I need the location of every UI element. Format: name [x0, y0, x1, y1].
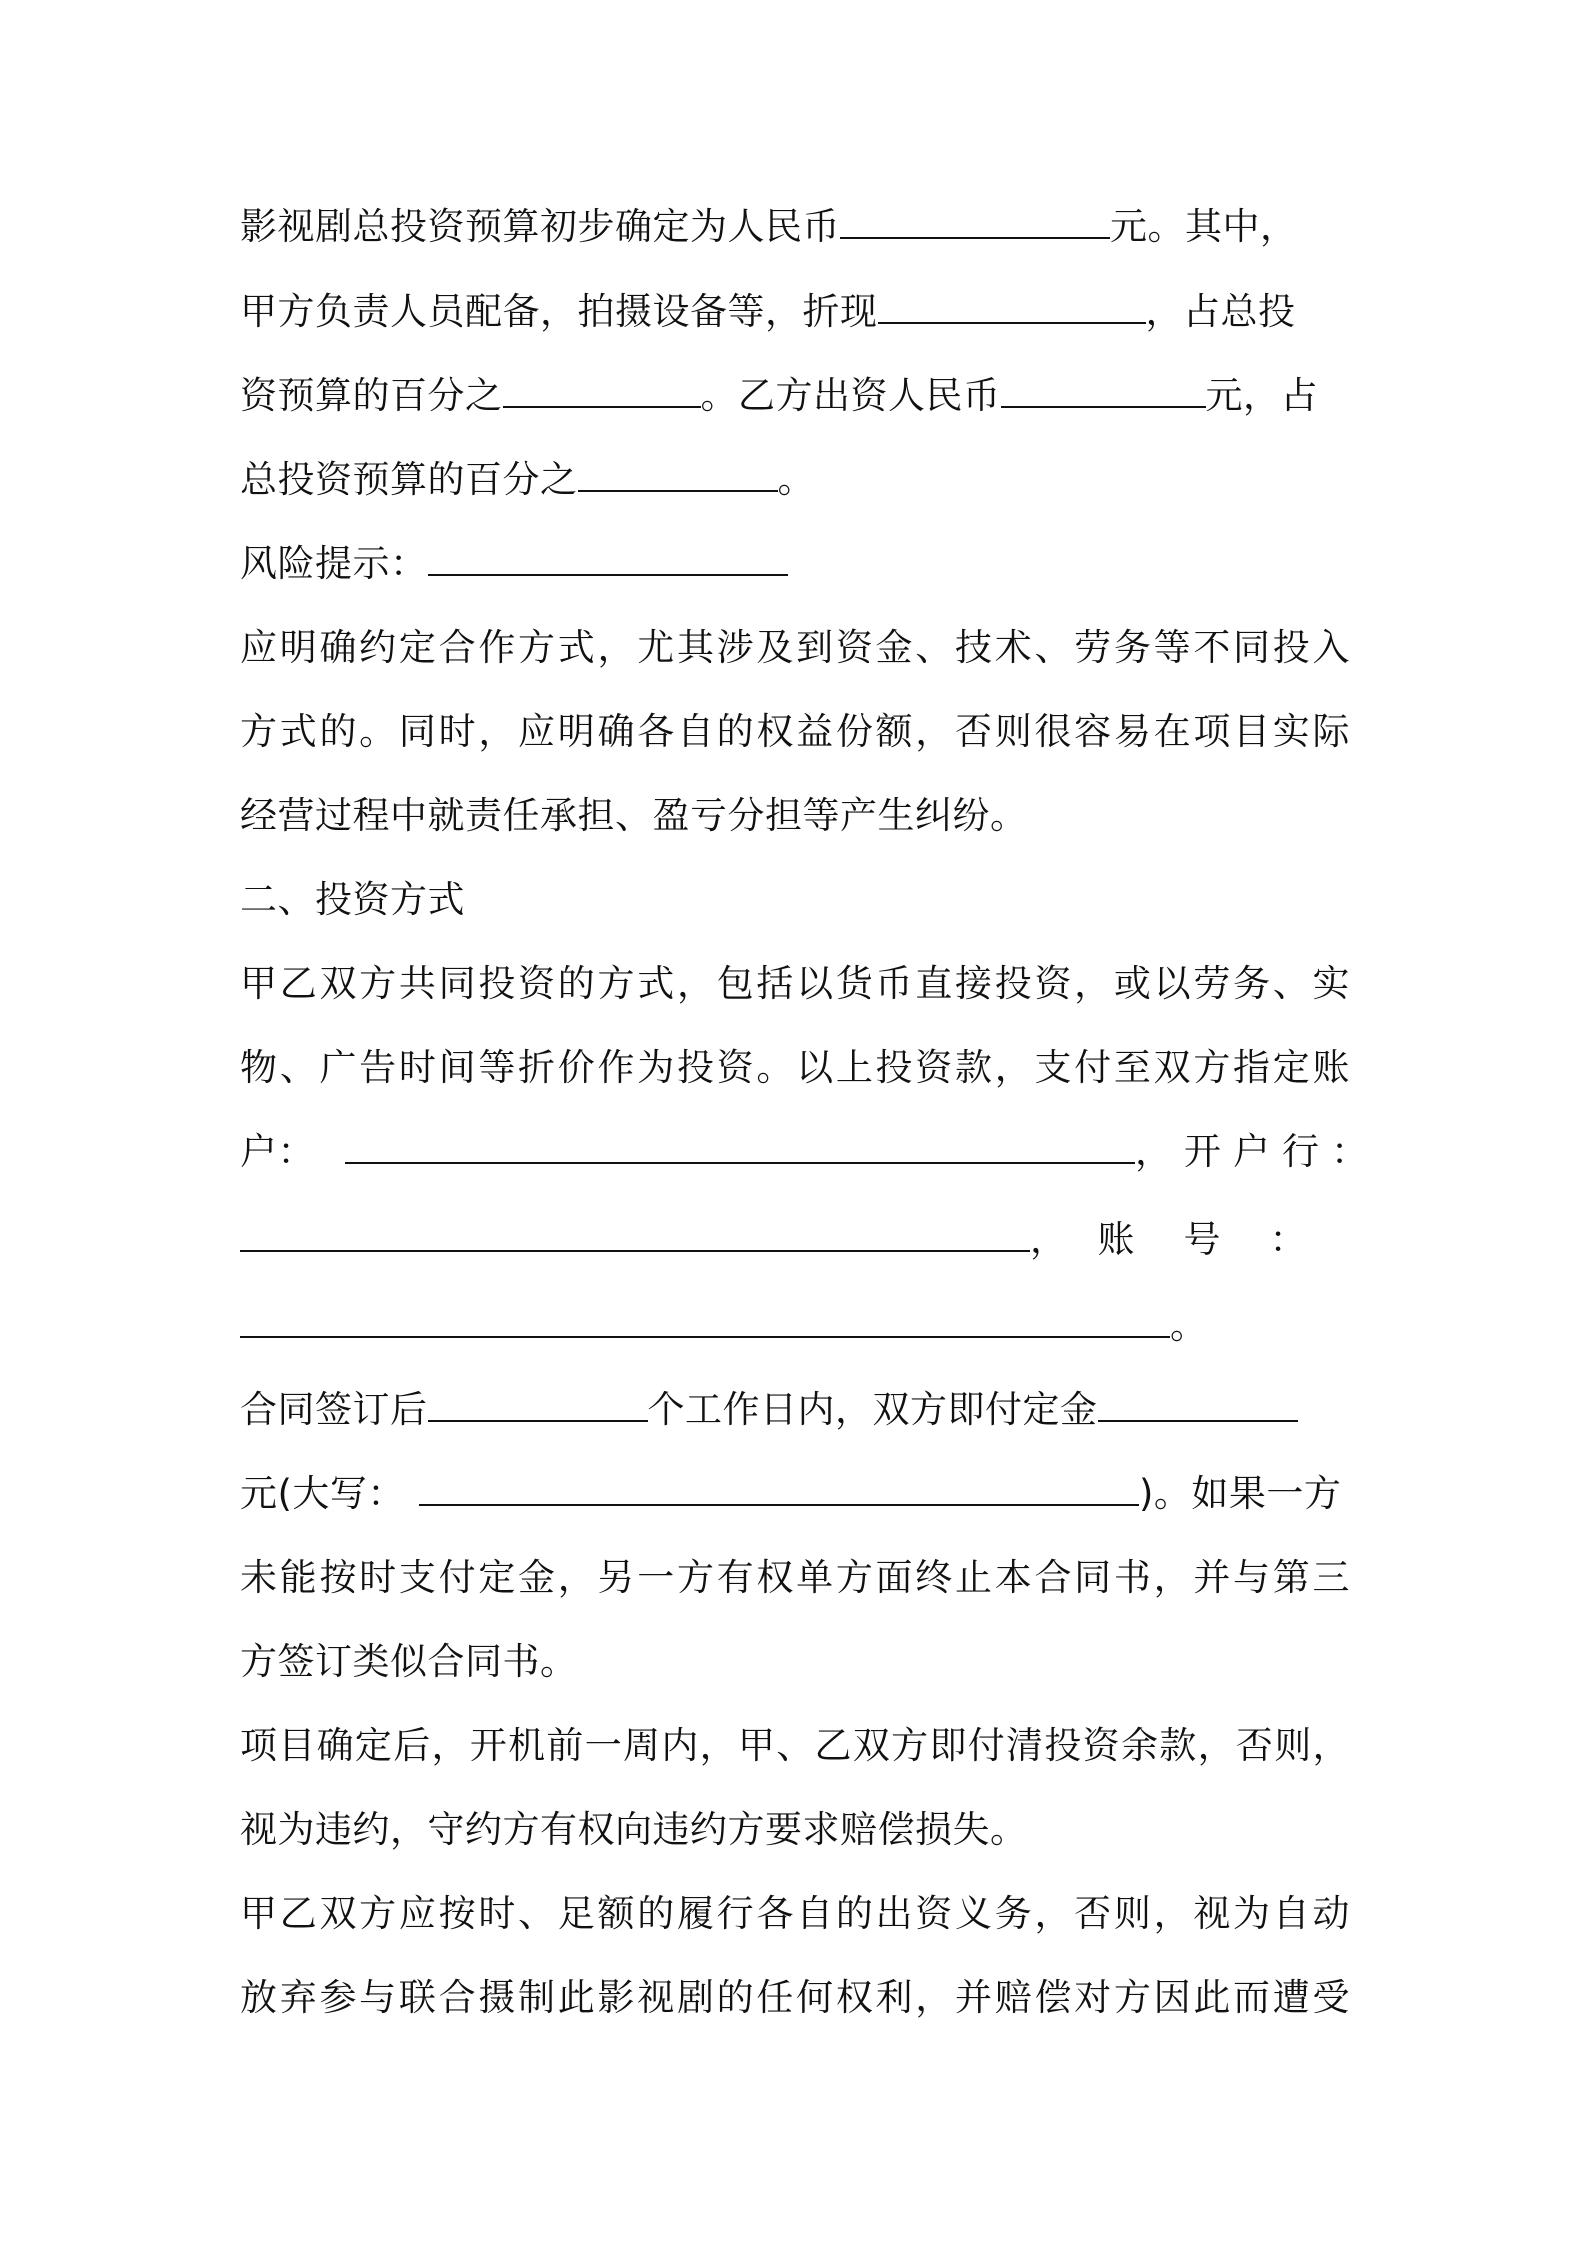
balance-paragraph-line-2: 视为违约，守约方有权向违约方要求赔偿损失。 — [240, 1808, 1028, 1851]
party-b-percentage-blank — [578, 450, 778, 492]
deposit-paragraph-line-4: 方签订类似合同书。 — [240, 1640, 578, 1683]
investment-paragraph-line-3: 户： ，开户行： — [240, 1122, 1350, 1182]
investment-paragraph-line-2: 物、广告时间等折价作为投资。以上投资款，支付至双方指定账 — [240, 1046, 1350, 1089]
section-heading-investment-method: 二、投资方式 — [240, 878, 465, 921]
party-b-amount-blank — [1001, 366, 1206, 408]
deposit-paragraph-line-2: 元(大写： )。如果一方 — [240, 1464, 1350, 1524]
account-number-blank — [240, 1296, 1170, 1338]
deposit-amount-in-words-blank — [419, 1464, 1139, 1506]
paragraph-budget-line-4: 总投资预算的百分之 。 — [240, 450, 1350, 510]
deposit-amount-blank — [1098, 1380, 1298, 1422]
working-days-blank — [428, 1380, 648, 1422]
obligation-paragraph-line-1: 甲乙双方应按时、足额的履行各自的出资义务，否则，视为自动 — [240, 1892, 1350, 1935]
deposit-paragraph-line-1: 合同签订后 个工作日内，双方即付定金 — [240, 1380, 1350, 1440]
investment-paragraph-line-5: 。 — [240, 1296, 1350, 1356]
paragraph-budget-line-1: 影视剧总投资预算初步确定为人民币 元。其中， — [240, 197, 1350, 257]
investment-paragraph-line-4: ， 账 号 ： — [240, 1210, 1350, 1270]
risk-paragraph-line-1: 应明确约定合作方式，尤其涉及到资金、技术、劳务等不同投入 — [240, 626, 1350, 669]
account-name-blank — [345, 1122, 1135, 1164]
total-budget-blank — [840, 197, 1110, 239]
risk-warning-blank — [428, 534, 788, 576]
obligation-paragraph-line-2: 放弃参与联合摄制此影视剧的任何权利，并赔偿对方因此而遭受 — [240, 1976, 1350, 2019]
party-a-cash-value-blank — [878, 282, 1146, 324]
paragraph-budget-line-3: 资预算的百分之 。乙方出资人民币 元，占 — [240, 366, 1350, 426]
deposit-paragraph-line-3: 未能按时支付定金，另一方有权单方面终止本合同书，并与第三 — [240, 1556, 1350, 1599]
risk-paragraph-line-2: 方式的。同时，应明确各自的权益份额，否则很容易在项目实际 — [240, 710, 1350, 753]
investment-paragraph-line-1: 甲乙双方共同投资的方式，包括以货币直接投资，或以劳务、实 — [240, 962, 1350, 1005]
party-a-percentage-blank — [503, 366, 701, 408]
balance-paragraph-line-1: 项目确定后，开机前一周内，甲、乙双方即付清投资余款，否则， — [240, 1724, 1350, 1767]
risk-warning: 风险提示： — [240, 534, 1350, 594]
risk-paragraph-line-3: 经营过程中就责任承担、盈亏分担等产生纠纷。 — [240, 794, 1028, 837]
bank-name-blank — [240, 1210, 1030, 1252]
paragraph-budget-line-2: 甲方负责人员配备，拍摄设备等，折现 ，占总投 — [240, 282, 1350, 342]
